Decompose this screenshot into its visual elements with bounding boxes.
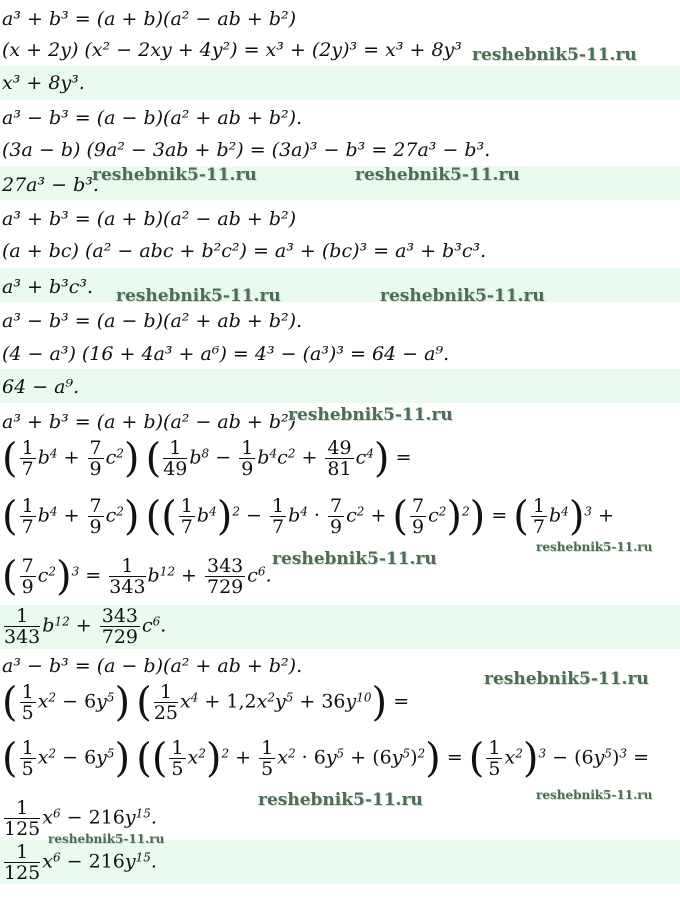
watermark: reshebnik5-11.ru <box>272 549 437 569</box>
expansion-5c: ( $\frac{7}{9}$ $c^2)^3$ = $\frac{1}{343}$ $b^{12}$ + $\frac{343}{729}$ $c^6$. <box>2 553 272 600</box>
expansion-6c: $\frac{1}{125}$ $x^6 - 216y^{15}$. <box>4 797 157 840</box>
answer-6: $\frac{1}{125}$ $x^6 - 216y^{15}$. <box>4 841 157 884</box>
answer-5: $\frac{1}{343}$ $b^{12}$ + $\frac{343}{729}$ $c^6$. <box>4 605 167 648</box>
answer-4: 64 − a⁹. <box>2 376 80 398</box>
answer-1: x³ + 8y³. <box>2 72 85 94</box>
answer-band-4 <box>0 369 680 403</box>
expansion-2: (3a − b) (9a² − 3ab + b²) = (3a)³ − b³ = 27a³ − b³. <box>2 139 491 161</box>
expansion-5a: ( $\frac{1}{7}$ $b^4$ + $\frac{7}{9}$ $c^2$) ( $\frac{1}{49}$ $b^8$ − $\frac{1}{9}$ $b^4c^2$ + $\frac{49}{81}$ $c^4$) = <box>2 435 412 482</box>
expansion-1: (x + 2y) (x² − 2xy + 4y²) = x³ + (2y)³ = x³ + 8y³ <box>2 39 462 61</box>
formula-sum-cubes-2: a³ + b³ = (a + b)(a² − ab + b²) <box>2 208 297 230</box>
watermark: reshebnik5-11.ru <box>536 540 653 554</box>
watermark: reshebnik5-11.ru <box>48 832 165 846</box>
expansion-5b: ( $\frac{1}{7}$ $b^4$ + $\frac{7}{9}$ $c^2$) (( $\frac{1}{7}$ $b^4)^2$ − $\frac{1}{7}$ $b^4$ · $\frac{7}{9}$ $c^2$ + ( $\frac{7}{9}$ $c^2)^2$) = ( $\frac{1}{7}$ $b^4)^3$ + <box>2 493 615 540</box>
watermark: reshebnik5-11.ru <box>536 788 653 802</box>
answer-band-1 <box>0 66 680 100</box>
formula-diff-cubes-3: a³ − b³ = (a − b)(a² + ab + b²). <box>2 655 303 677</box>
expansion-4: (4 − a³) (16 + 4a³ + a⁶) = 4³ − (a³)³ = 64 − a⁹. <box>2 343 450 365</box>
expansion-3: (a + bc) (a² − abc + b²c²) = a³ + (bc)³ = a³ + b³c³. <box>2 240 487 262</box>
watermark: reshebnik5-11.ru <box>258 790 423 810</box>
watermark: reshebnik5-11.ru <box>92 165 257 185</box>
expansion-6b: ( $\frac{1}{5}$ $x^2 - 6y^5$) (( $\frac{1}{5}$ $x^2)^2$ + $\frac{1}{5}$ $x^2 \cdot 6y^5 + (6y^5)^2$) = ( $\frac{1}{5}$ $x^2)^3 - (6y^5)^3$ = <box>2 735 650 782</box>
expansion-6a: ( $\frac{1}{5}$ $x^2 - 6y^5$) ( $\frac{1}{25}$ $x^4 + 1,2x^2y^5 + 36y^{10}$) = <box>2 679 410 726</box>
formula-diff-cubes: a³ − b³ = (a − b)(a² + ab + b²). <box>2 107 303 129</box>
watermark: reshebnik5-11.ru <box>355 165 520 185</box>
answer-3: a³ + b³c³. <box>2 276 94 298</box>
formula-sum-cubes: a³ + b³ = (a + b)(a² − ab + b²) <box>2 8 297 30</box>
watermark: reshebnik5-11.ru <box>380 286 545 306</box>
watermark: reshebnik5-11.ru <box>116 286 281 306</box>
watermark: reshebnik5-11.ru <box>472 45 637 65</box>
answer-2: 27a³ − b³. <box>2 174 99 196</box>
formula-sum-cubes-3: a³ + b³ = (a + b)(a² − ab + b²) <box>2 411 297 433</box>
watermark: reshebnik5-11.ru <box>288 405 453 425</box>
formula-diff-cubes-2: a³ − b³ = (a − b)(a² + ab + b²). <box>2 310 303 332</box>
answer-band-3 <box>0 268 680 302</box>
watermark: reshebnik5-11.ru <box>484 669 649 689</box>
